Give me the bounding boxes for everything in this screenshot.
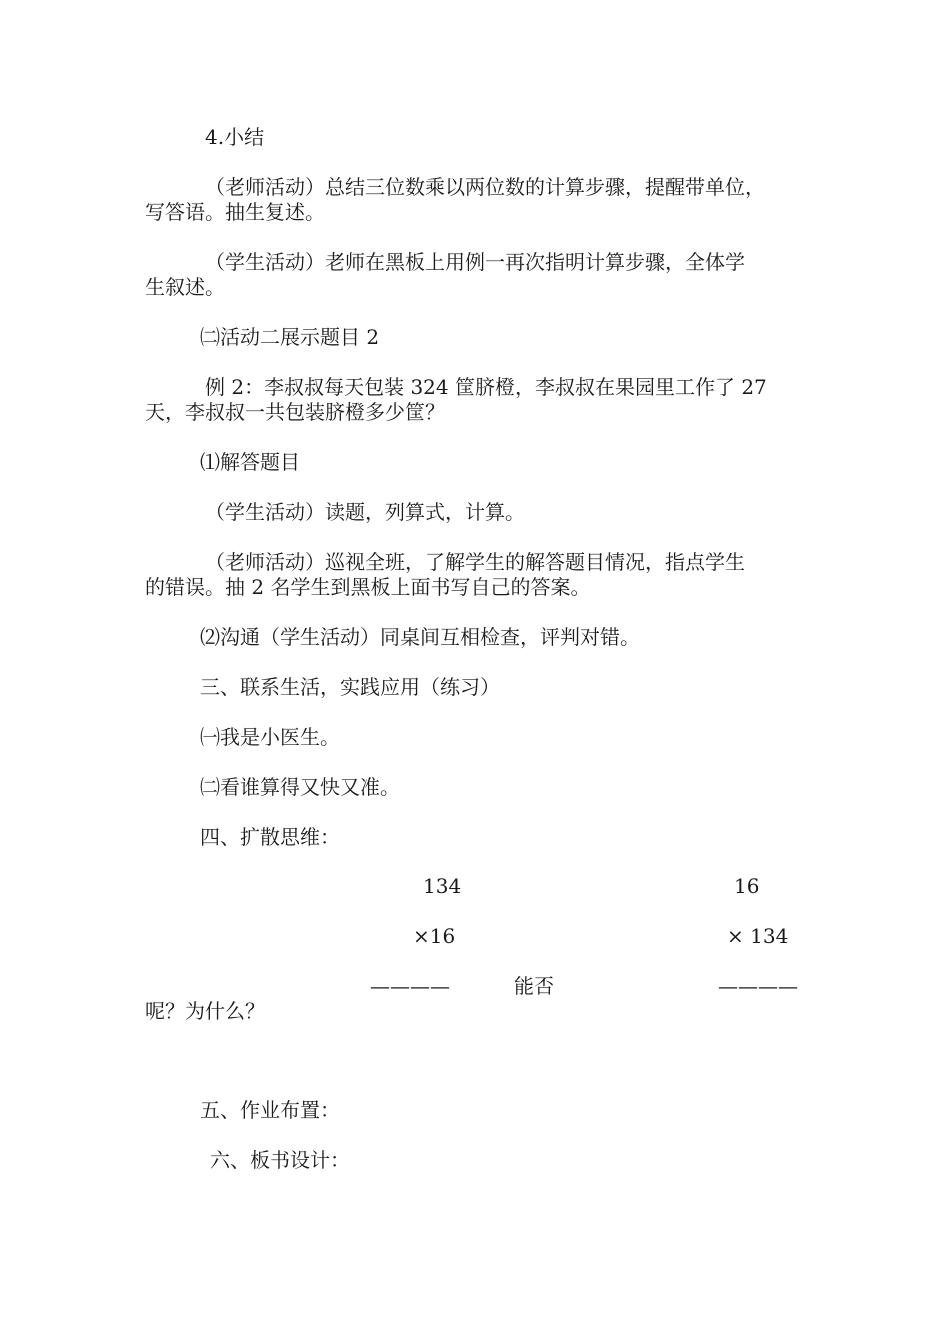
example-two-line: 例 2：李叔叔每天包装 324 筐脐橙，李叔叔在果园里工作了 27 [205, 375, 767, 399]
left-result-line: ———— [370, 974, 450, 998]
paragraph-line: 的错误。抽 2 名学生到黑板上面书写自己的答案。 [145, 575, 591, 599]
left-multiplicand: 134 [423, 874, 462, 898]
solve-heading: ⑴解答题目 [200, 450, 300, 474]
paragraph-line: 写答语。抽生复述。 [145, 200, 325, 224]
paragraph-line: 生叙述。 [145, 275, 225, 299]
paragraph-line: 呢？为什么？ [145, 999, 265, 1023]
section-six-heading: 六、板书设计： [210, 1148, 350, 1172]
paragraph-line: （学生活动）读题，列算式，计算。 [205, 500, 525, 524]
section-five-heading: 五、作业布置： [200, 1098, 340, 1122]
example-two-line: 天，李叔叔一共包装脐橙多少筐？ [145, 400, 445, 424]
list-item: ㈠我是小医生。 [200, 725, 340, 749]
communicate-line: ⑵沟通（学生活动）同桌间互相检查，评判对错。 [200, 625, 640, 649]
list-item: ㈡看谁算得又快又准。 [200, 775, 400, 799]
paragraph-line: （老师活动）巡视全班，了解学生的解答题目情况，指点学生 [205, 550, 745, 574]
section-four-heading: 四、扩散思维： [200, 825, 340, 849]
right-multiplicand: 16 [734, 874, 760, 898]
activity-two-heading: ㈡活动二展示题目 2 [200, 325, 380, 349]
comparison-word: 能否 [514, 974, 554, 998]
left-multiplier: ×16 [413, 924, 456, 948]
right-multiplier: × 134 [727, 924, 789, 948]
paragraph-line: （学生活动）老师在黑板上用例一再次指明计算步骤，全体学 [205, 250, 745, 274]
right-result-line: ———— [718, 974, 798, 998]
paragraph-line: （老师活动）总结三位数乘以两位数的计算步骤，提醒带单位， [205, 175, 765, 199]
section-three-heading: 三、联系生活，实践应用（练习） [200, 675, 500, 699]
section-summary-heading: 4.小结 [205, 125, 265, 149]
